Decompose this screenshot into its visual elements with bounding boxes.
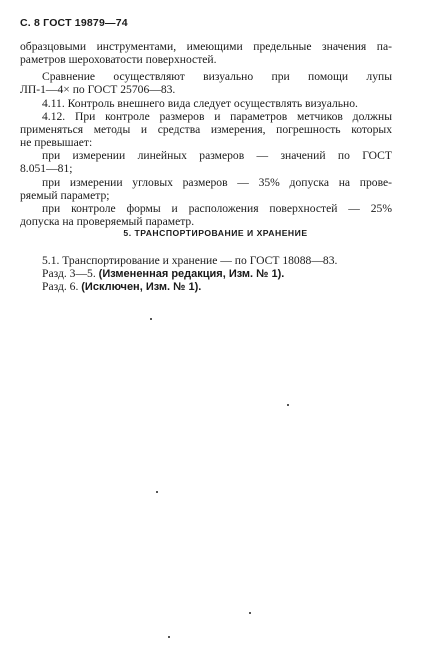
text-line: 5.1. Транспортирование и хранение — по ГОСТ 18088—83.: [42, 254, 338, 267]
text-line: ряемый параметр;: [20, 189, 110, 202]
scan-speck: [156, 491, 158, 493]
text-line: образцовыми инструментами, имеющими предельные значения па-: [20, 40, 392, 53]
scan-speck: [150, 318, 152, 320]
revision-prefix: Разд. 3—5.: [42, 267, 99, 280]
text-line: при измерении угловых размеров — 35% допуска на прове-: [42, 176, 392, 189]
scan-speck: [287, 404, 289, 406]
text-line: не превышает:: [20, 136, 93, 149]
page-header: С. 8 ГОСТ 19879—74: [20, 17, 128, 29]
scan-speck: [249, 612, 251, 614]
text-line: при контроле формы и расположения поверхностей — 25%: [42, 202, 392, 215]
section-title: 5. ТРАНСПОРТИРОВАНИЕ И ХРАНЕНИЕ: [123, 228, 308, 238]
revision-prefix: Разд. 6.: [42, 280, 82, 293]
text-line: 4.12. При контроле размеров и параметров метчиков должны: [42, 110, 392, 123]
text-line: [42, 280, 392, 294]
text-line: раметров шероховатости поверхностей.: [20, 53, 217, 66]
text-line: [42, 267, 392, 281]
revision-note: (Исключен, Изм. № 1).: [81, 281, 202, 293]
text-line: при измерении линейных размеров — значений по ГОСТ: [42, 149, 392, 162]
revision-note: (Измененная редакция, Изм. № 1).: [98, 268, 285, 280]
text-line: 4.11. Контроль внешнего вида следует осуществлять визуально.: [42, 97, 358, 110]
text-line: 8.051—81;: [20, 162, 73, 175]
scan-speck: [168, 636, 170, 638]
text-line: Сравнение осуществляют визуально при помощи лупы: [42, 70, 392, 83]
text-line: применяться методы и средства измерения, погрешность которых: [20, 123, 392, 136]
text-line: ЛП-1—4× по ГОСТ 25706—83.: [20, 83, 176, 96]
text-line: допуска на проверяемый параметр.: [20, 215, 195, 228]
